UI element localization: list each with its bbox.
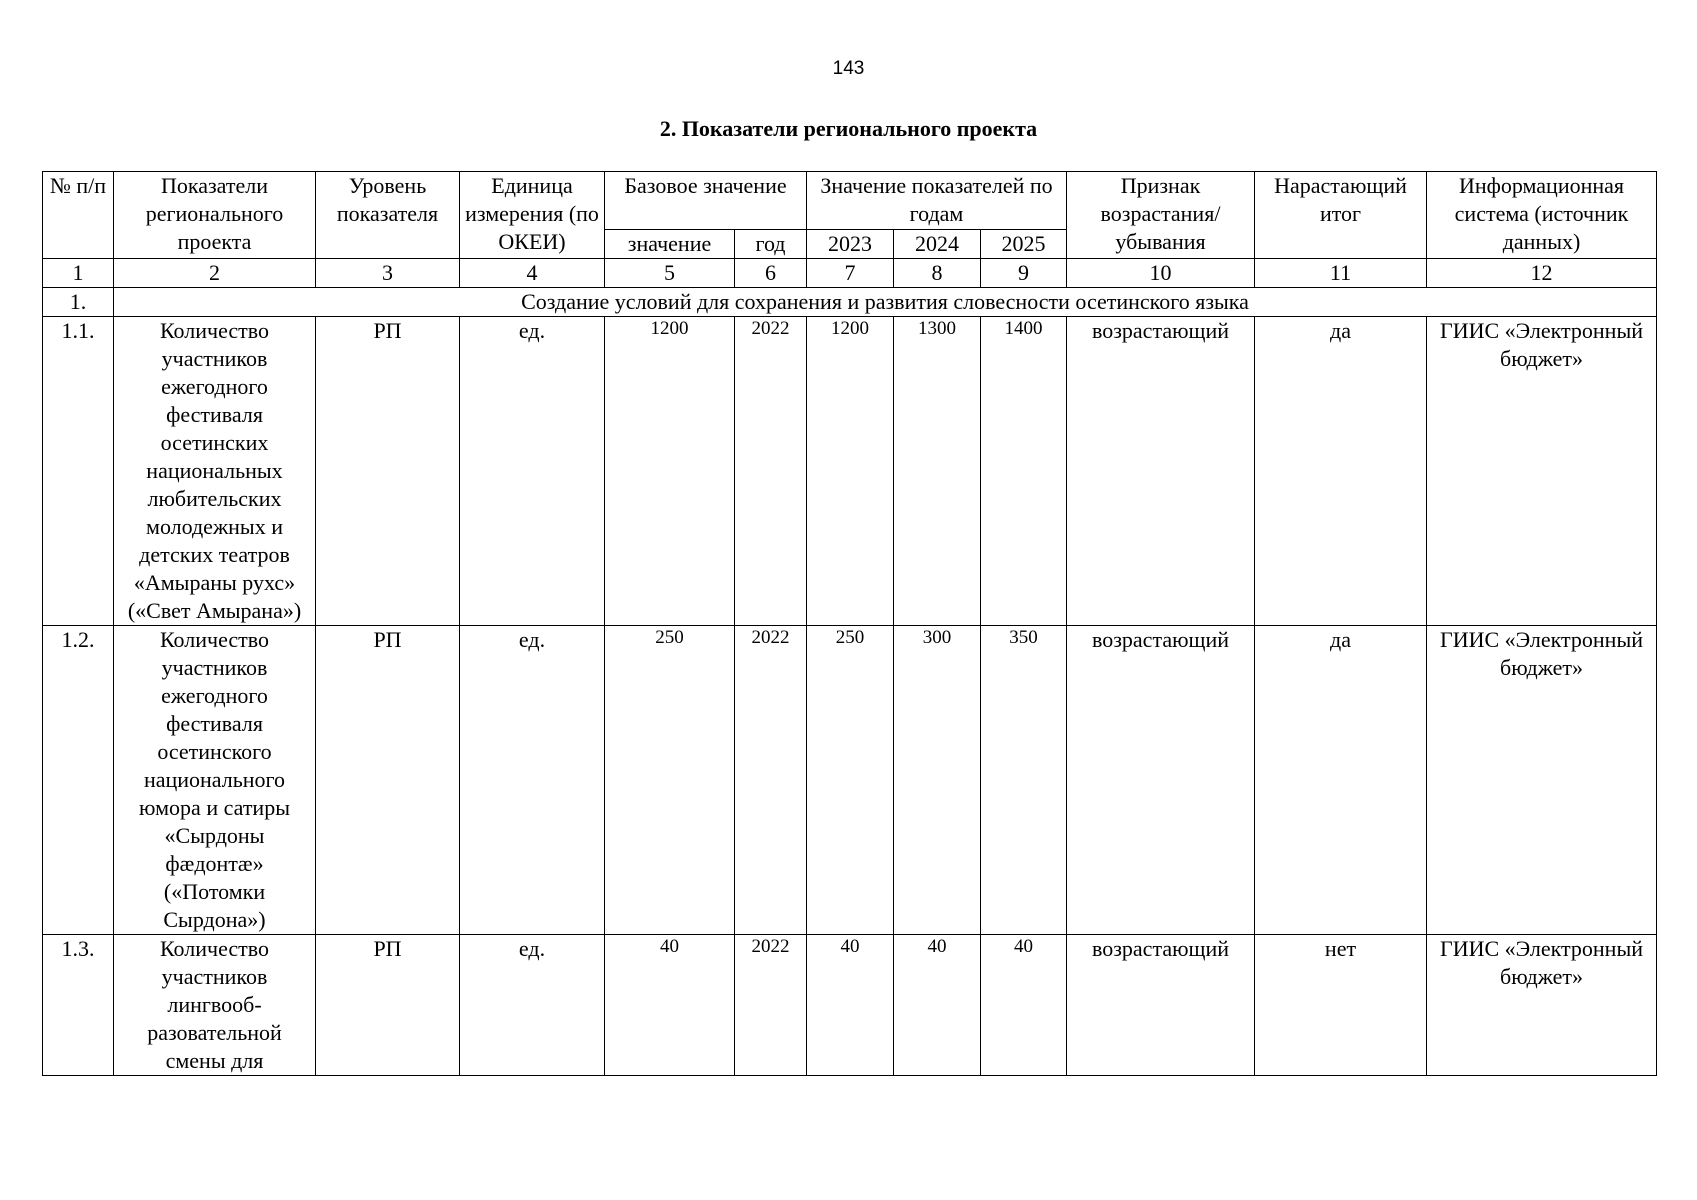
section-title: 2. Показатели регионального проекта [659,116,1038,141]
indicators-table [42,171,1657,1076]
row-cumulative: нет [1255,935,1427,1076]
row-level: РП [316,626,460,935]
header-by-years: Значение показателей по годам [807,172,1067,230]
header-base-value: значение [605,229,735,258]
row-value-2023: 250 [807,626,894,935]
row-base-value: 40 [605,935,735,1076]
header-indicator: Показатели регионального проекта [114,172,316,259]
section-row [43,288,1657,317]
row-value-2024: 1300 [894,317,981,626]
header-year-2025: 2025 [981,229,1067,258]
column-number: 10 [1067,259,1255,288]
column-number: 7 [807,259,894,288]
row-base-year: 2022 [735,935,807,1076]
row-value-2023: 40 [807,935,894,1076]
column-number: 9 [981,259,1067,288]
header-trend: Признак возрастания/ убывания [1067,172,1255,259]
header-unit: Единица измерения (по ОКЕИ) [460,172,605,259]
row-trend: возрастающий [1067,626,1255,935]
row-unit: ед. [460,626,605,935]
row-value-2023: 1200 [807,317,894,626]
column-number: 1 [43,259,114,288]
column-number: 11 [1255,259,1427,288]
row-level: РП [316,935,460,1076]
column-number: 2 [114,259,316,288]
row-value-2025: 1400 [981,317,1067,626]
row-source: ГИИС «Электронный бюджет» [1427,626,1657,935]
header-year-2023: 2023 [807,229,894,258]
column-number: 4 [460,259,605,288]
row-trend: возрастающий [1067,935,1255,1076]
row-value-2024: 40 [894,935,981,1076]
row-base-year: 2022 [735,317,807,626]
column-number: 3 [316,259,460,288]
header-source: Информационная система (источник данных) [1427,172,1657,259]
column-number: 5 [605,259,735,288]
row-num: 1.2. [43,626,114,935]
row-base-value: 1200 [605,317,735,626]
row-source: ГИИС «Электронный бюджет» [1427,935,1657,1076]
table-row [43,317,1657,626]
row-value-2025: 40 [981,935,1067,1076]
row-cumulative: да [1255,626,1427,935]
header-base-year: год [735,229,807,258]
row-base-year: 2022 [735,626,807,935]
header-num: № п/п [43,172,114,259]
table-row [43,626,1657,935]
row-value-2024: 300 [894,626,981,935]
row-indicator: Количество участников лингвооб-разовательной смены для [114,935,316,1076]
row-value-2025: 350 [981,626,1067,935]
table-row [43,935,1657,1076]
header-row [43,172,1657,230]
row-cumulative: да [1255,317,1427,626]
column-number: 8 [894,259,981,288]
row-num: 1.3. [43,935,114,1076]
column-numbers-row [43,259,1657,288]
row-source: ГИИС «Электронный бюджет» [1427,317,1657,626]
row-num: 1.1. [43,317,114,626]
header-base: Базовое значение [605,172,807,230]
section-num: 1. [43,288,114,317]
row-level: РП [316,317,460,626]
page-number: 143 [832,58,865,79]
header-year-2024: 2024 [894,229,981,258]
section-title-cell: Создание условий для сохранения и развития словесности осетинского языка [114,288,1657,317]
row-unit: ед. [460,317,605,626]
header-cumulative: Нарастающий итог [1255,172,1427,259]
row-base-value: 250 [605,626,735,935]
row-trend: возрастающий [1067,317,1255,626]
row-indicator: Количество участников ежегодного фестиваля осетинских национальных любительских молодежных и детских театров «Амыраны рухс» («Свет Амырана») [114,317,316,626]
column-number: 6 [735,259,807,288]
header-level: Уровень показателя [316,172,460,259]
row-unit: ед. [460,935,605,1076]
row-indicator: Количество участников ежегодного фестиваля осетинского национального юмора и сатиры «Сырдоны фæдонтæ» («Потомки Сырдона») [114,626,316,935]
column-number: 12 [1427,259,1657,288]
